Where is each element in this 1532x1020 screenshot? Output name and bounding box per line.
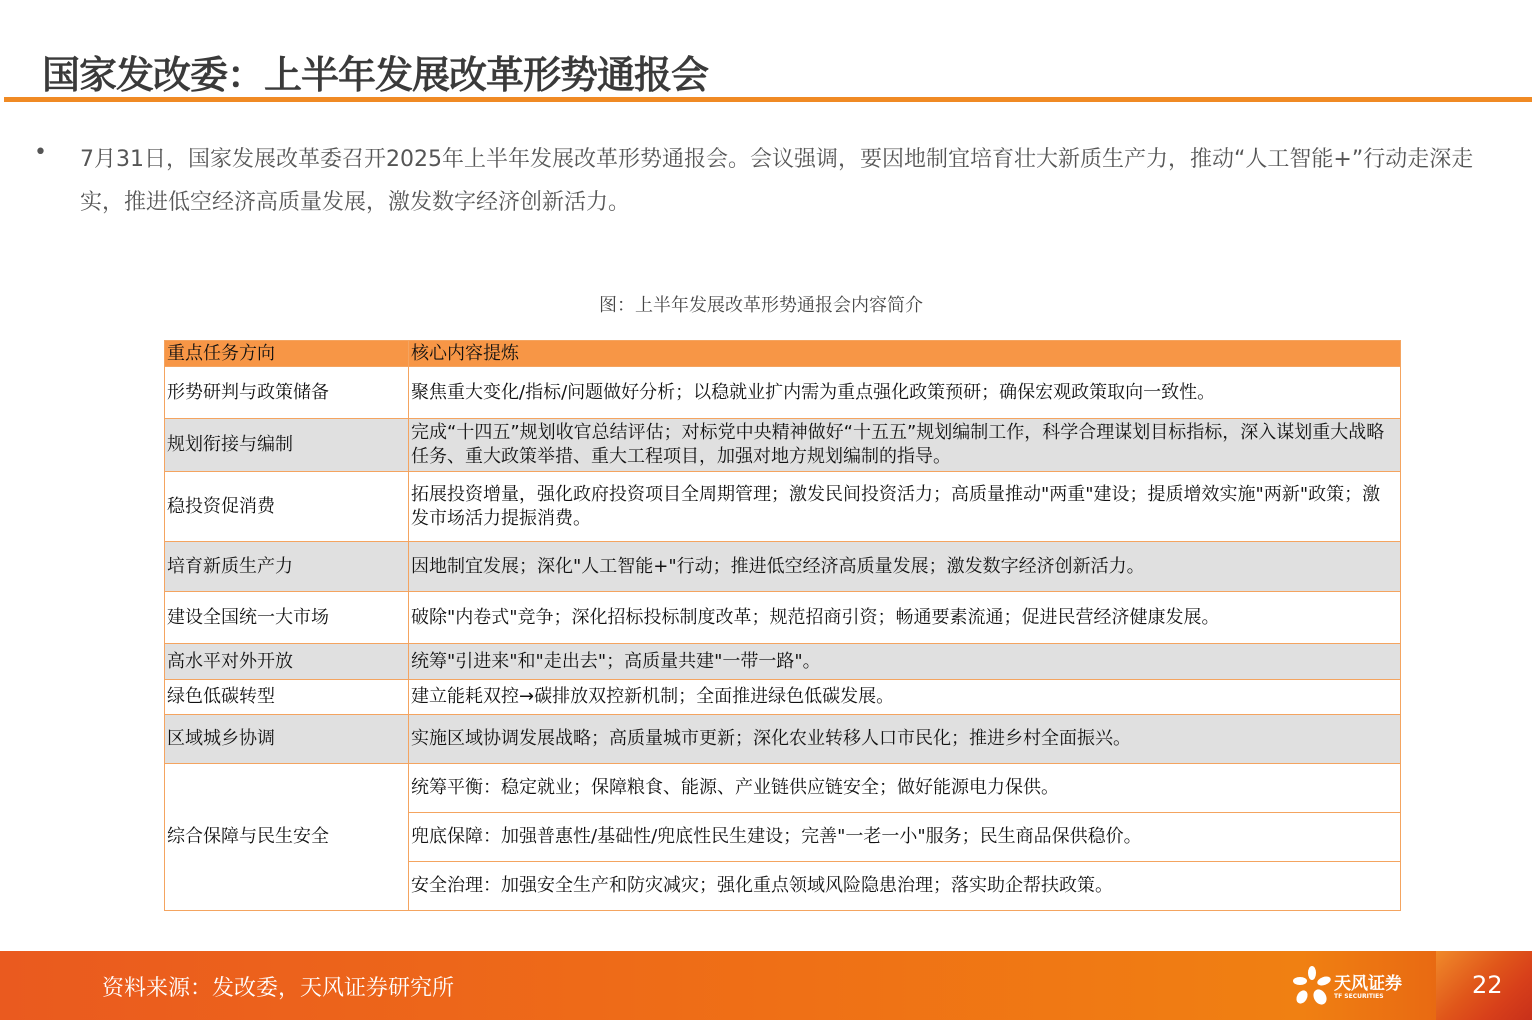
- bullet-marker: •: [34, 140, 47, 165]
- table-row: [165, 715, 1401, 764]
- content-cell: 拓展投资增量，强化政府投资项目全周期管理；激发民间投资活力；高质量推动"两重"建设；提质增效实施"两新"政策；激发市场活力提振消费。: [409, 472, 1401, 542]
- table-row: [165, 592, 1401, 644]
- flower-logo-icon: [1292, 965, 1332, 1007]
- table-row: [165, 472, 1401, 542]
- logo-text-cn: 天风证券: [1334, 974, 1402, 994]
- company-logo: [1292, 965, 1402, 1007]
- area-cell: 建设全国统一大市场: [165, 592, 409, 644]
- area-cell: 绿色低碳转型: [165, 680, 409, 715]
- area-cell: 稳投资促消费: [165, 472, 409, 542]
- area-cell: 综合保障与民生安全: [165, 764, 409, 911]
- content-cell: 安全治理：加强安全生产和防灾减灾；强化重点领域风险隐患治理；落实助企帮扶政策。: [409, 862, 1401, 911]
- source-note: 资料来源：发改委，天风证券研究所: [102, 976, 455, 1001]
- area-cell: 规划衔接与编制: [165, 419, 409, 472]
- table-row: [165, 764, 1401, 813]
- logo-text-en: TF SECURITIES: [1334, 993, 1384, 1000]
- intro-paragraph: 7月31日，国家发展改革委召开2025年上半年发展改革形势通报会。会议强调，要因地制宜培育壮大新质生产力，推动“人工智能+”行动走深走实，推进低空经济高质量发展，激发数字经济创新活力。: [80, 147, 1474, 215]
- page-title: 国家发改委：上半年发展改革形势通报会: [42, 53, 709, 97]
- area-cell: 培育新质生产力: [165, 542, 409, 592]
- content-cell: 兜底保障：加强普惠性/基础性/兜底性民生建设；完善"一老一小"服务；民生商品保供稳价。: [409, 813, 1401, 862]
- figure-caption-text: 图：上半年发展改革形势通报会内容简介: [599, 295, 923, 316]
- table-row: [165, 542, 1401, 592]
- content-cell: 建立能耗双控→碳排放双控新机制；全面推进绿色低碳发展。: [409, 680, 1401, 715]
- content-cell: 实施区域协调发展战略；高质量城市更新；深化农业转移人口市民化；推进乡村全面振兴。: [409, 715, 1401, 764]
- header-cell: 重点任务方向: [165, 341, 409, 367]
- content-cell: 统筹平衡：稳定就业；保障粮食、能源、产业链供应链安全；做好能源电力保供。: [409, 764, 1401, 813]
- area-cell: 形势研判与政策储备: [165, 367, 409, 419]
- table-row: [165, 419, 1401, 472]
- content-cell: 完成“十四五”规划收官总结评估；对标党中央精神做好“十五五”规划编制工作，科学合理谋划目标指标，深入谋划重大战略任务、重大政策举措、重大工程项目，加强对地方规划编制的指导。: [409, 419, 1401, 472]
- content-cell: 因地制宜发展；深化"人工智能+"行动；推进低空经济高质量发展；激发数字经济创新活力。: [409, 542, 1401, 592]
- area-cell: 区域城乡协调: [165, 715, 409, 764]
- table-row: [165, 680, 1401, 715]
- table-header-row: [165, 341, 1401, 367]
- title-divider: [4, 97, 1532, 102]
- table-row: [165, 644, 1401, 680]
- summary-table: [164, 340, 1401, 911]
- content-cell: 聚焦重大变化/指标/问题做好分析；以稳就业扩内需为重点强化政策预研；确保宏观政策取向一致性。: [409, 367, 1401, 419]
- table-row: [165, 367, 1401, 419]
- footer-bar: [0, 951, 1532, 1020]
- page-number: 22: [1472, 971, 1503, 999]
- content-cell: 统筹"引进来"和"走出去"；高质量共建"一带一路"。: [409, 644, 1401, 680]
- area-cell: 高水平对外开放: [165, 644, 409, 680]
- figure-caption: [0, 291, 1532, 317]
- header-cell: 核心内容提炼: [409, 341, 1401, 367]
- content-cell: 破除"内卷式"竞争；深化招标投标制度改革；规范招商引资；畅通要素流通；促进民营经济健康发展。: [409, 592, 1401, 644]
